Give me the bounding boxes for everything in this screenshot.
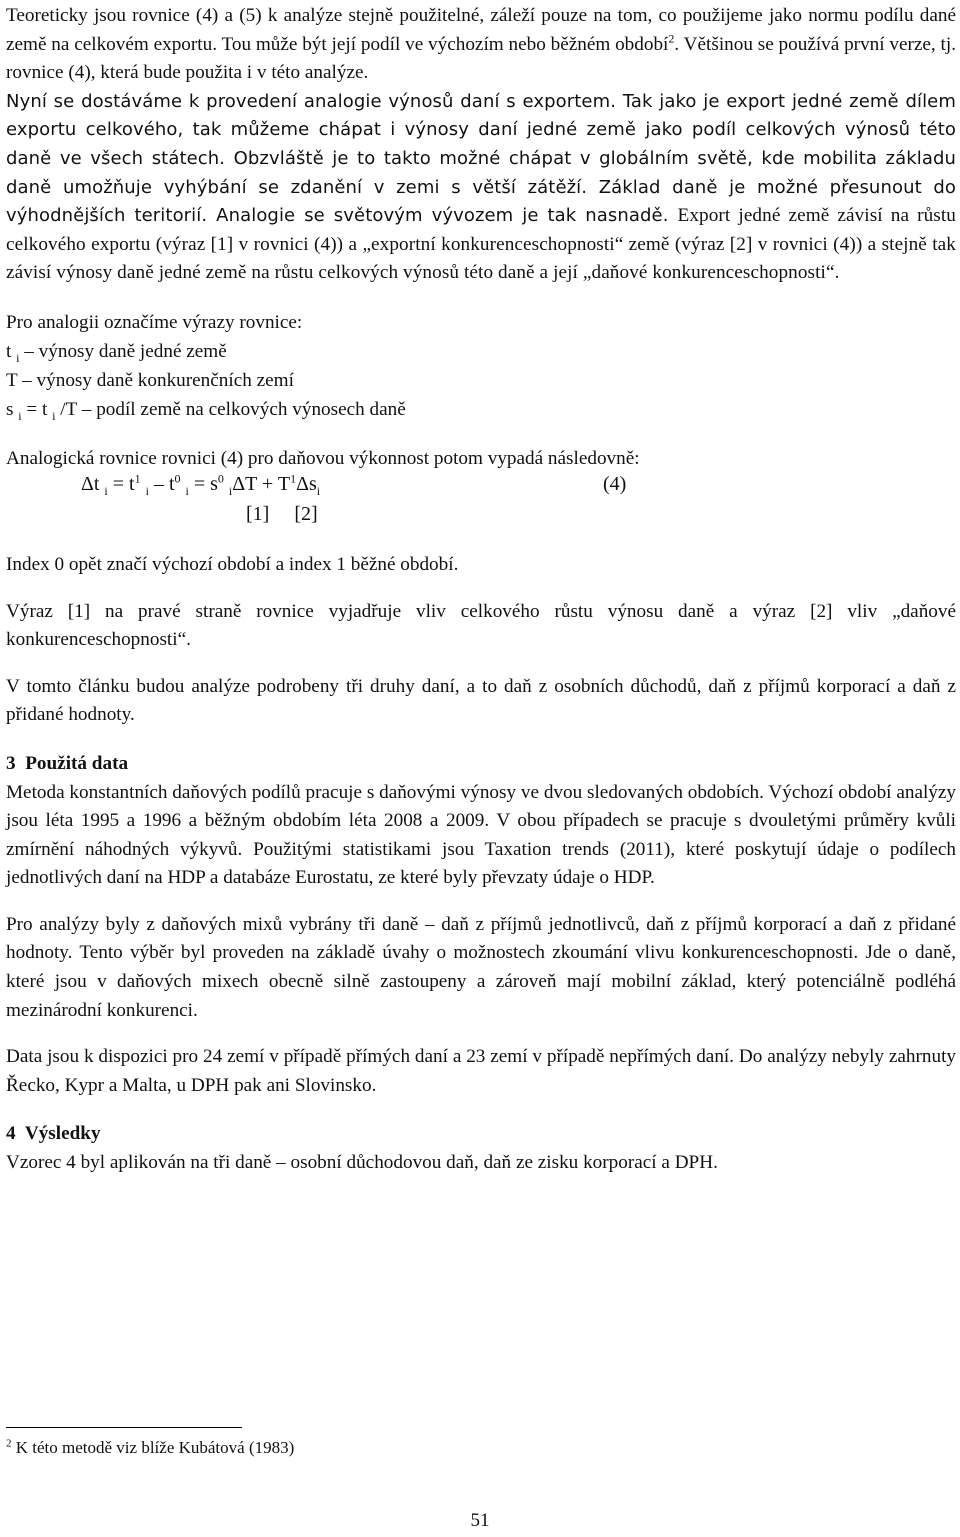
equation: Δt $_i = t^1$ $_i - t^0$ $_i = s^0$ $_i\Delta T + T^1\Delta s_i$ — [81, 471, 321, 498]
definitions-intro: Pro analogii označíme výrazy rovnice: — [6, 311, 303, 333]
section-4-paragraph-1: Vzorec 4 byl aplikován na tři daně – osobní důchodovou daň, daň ze zisku korporací a DPH. — [6, 1152, 718, 1174]
definition-ti: t $_i$ – výnosy daně jedné země — [6, 340, 227, 365]
index-note: Index 0 opět značí výchozí období a index 1 běžné období. — [6, 553, 459, 575]
section-3-paragraph-3: Data jsou k dispozici pro 24 zemí v případě přímých daní a 23 zemí v případě nepřímých daní. Do analýzy nebyly zahrnuty Řecko, Kypr a Malta, u DPH pak ani Slovinsko. — [6, 1046, 956, 1096]
footnote-ref: 2 — [668, 31, 675, 46]
equation-block — [6, 473, 956, 533]
taxes-note: V tomto článku budou analýze podrobeny tři druhy daní, a to daň z osobních důchodů, daň z příjmů korporací a daň z přidané hodnoty. — [6, 675, 956, 726]
footnote-divider — [6, 1427, 242, 1428]
equation-number: (4) — [603, 472, 627, 495]
footnote: $^2$ K této metodě viz blíže Kubátová (1983) — [6, 1437, 295, 1457]
section-4-heading: 4 Výsledky — [6, 1123, 101, 1145]
section-3-heading: 3 Použitá data — [6, 752, 129, 774]
equation-brackets: [1] [2] — [246, 502, 318, 525]
definition-si: s $_i$ = t $_i$ /T – podíl země na celkových výnosech daně — [6, 398, 406, 423]
page-content — [6, 0, 956, 1178]
expression-note: Výraz [1] na pravé straně rovnice vyjadřuje vliv celkového růstu výnosu daně a výraz [2] vliv „daňové konkurenceschopnosti“. — [6, 600, 956, 651]
equation-intro: Analogická rovnice rovnici (4) pro daňovou výkonnost potom vypadá následovně: — [6, 447, 640, 469]
paragraph-intro: Teoreticky jsou rovnice (4) a (5) k analýze stejně použitelné, záleží pouze na tom, co použijeme jako normu podílu dané země na celkovém exportu. Tou může být její podíl ve výchozím nebo běžném období$^2$. Většinou se používá první verze, tj. rovnice (4), která bude použita i v této analýze. — [6, 5, 956, 84]
section-3-paragraph-2: Pro analýzy byly z daňových mixů vybrány tři daně – daň z příjmů jednotlivců, daň z příjmů korporací a daň z přidané hodnoty. Tento výběr byl proveden na základě úvahy o možnostech zkoumání vlivu konkurenceschopnosti. Jde o daně, které jsou v daňových mixech obecně silně zastoupeny a zároveň mají mobilní základ, který potenciálně podléhá mezinárodní konkurenci. — [6, 913, 956, 1021]
page-number: 51 — [470, 1510, 490, 1531]
paragraph-analogy: Nyní se dostáváme k provedení analogie výnosů daní s exportem. Tak jako je export jedné země dílem exportu celkového, tak můžeme chápat i výnosy daní jedné země jako podíl celkových výnosů této daně ve všech státech. Obzvláště je to takto možné chápat v globálním světě, kde mobilita základu daně umožňuje vyhýbání se zdanění v zemi s větší zátěží. Základ daně je možné přesunout do výhodnějších teritorií. Analogie se světovým vývozem je tak nasnadě. Export jedné země závisí na růstu celkového exportu (výraz [1] v rovnici (4)) a „exportní konkurenceschopnosti“ země (výraz [2] v rovnici (4)) a stejně tak závisí výnosy daně jedné země na růstu celkových výnosů této daně a její „daňové konkurenceschopnosti“. — [6, 90, 956, 284]
definition-T: T – výnosy daně konkurenčních zemí — [6, 369, 294, 391]
section-3-paragraph-1: Metoda konstantních daňových podílů pracuje s daňovými výnosy ve dvou sledovaných obdobích. Výchozí období analýzy jsou léta 1995 a 1996 a běžným obdobím léta 2008 a 2009. V obou případech se pracuje s dvouletými průměry kvůli zmírnění náhodných výkyvů. Použitými statistikami jsou Taxation trends (2011), které poskytují údaje o podílech jednotlivých daní na HDP a databáze Eurostatu, ze které byly převzaty údaje o HDP. — [6, 781, 956, 889]
